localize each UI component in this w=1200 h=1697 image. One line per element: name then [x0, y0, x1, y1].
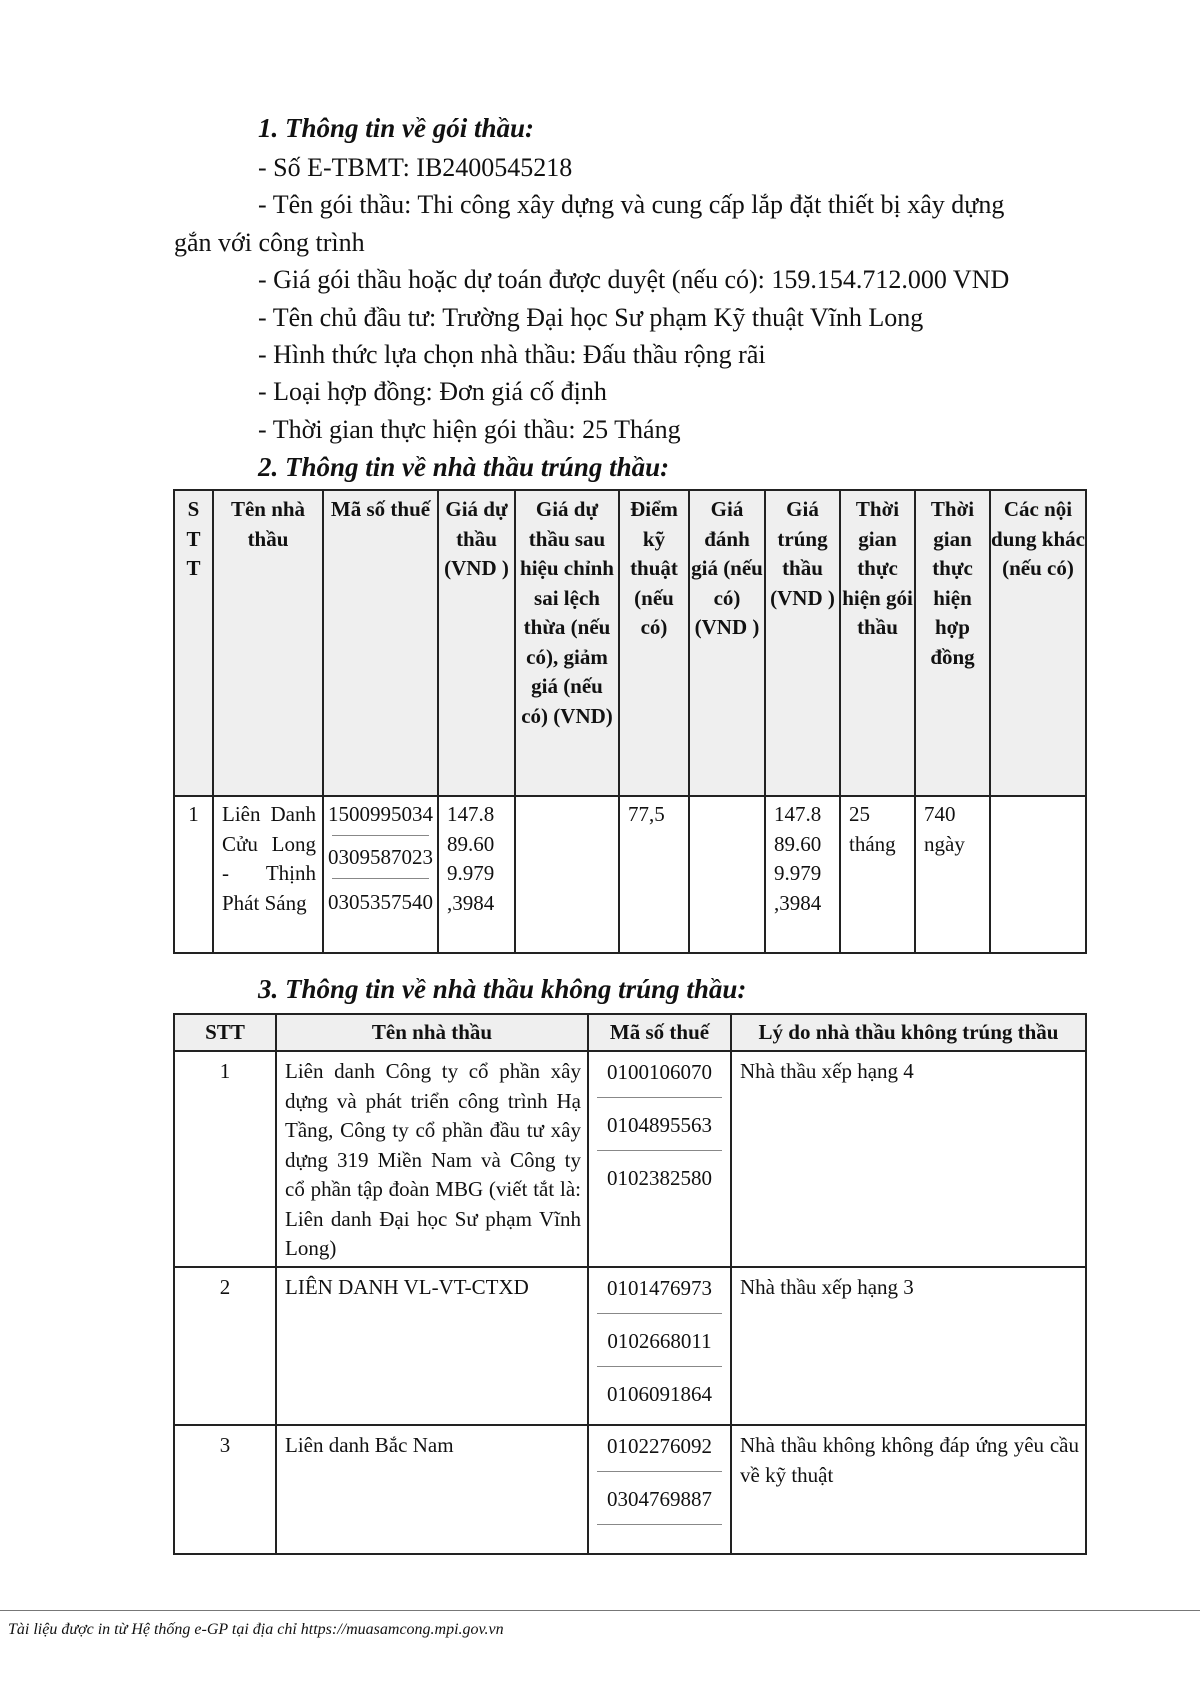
package-price: - Giá gói thầu hoặc dự toán được duyệt (nếu có): 159.154.712.000 VND: [258, 265, 1010, 294]
header-tax-code: Mã số thuế: [588, 1014, 731, 1051]
tax-code: 0100106070: [607, 1060, 712, 1084]
divider: [597, 1097, 722, 1098]
header-win-price: Giá trúng thầu (VND ): [765, 490, 840, 796]
row-other: [990, 796, 1086, 953]
header-adjusted-price: Giá dự thầu sau hiệu chỉnh sai lệch thừa (nếu có), giảm giá (nếu có) (VND): [515, 490, 619, 796]
row-contractor-name: Liên Danh Cửu Long - Thịnh Phát Sáng: [213, 796, 323, 953]
header-contractor-name: Tên nhà thầu: [276, 1014, 588, 1051]
row-reason: Nhà thầu không không đáp ứng yêu cầu về kỹ thuật: [731, 1425, 1086, 1554]
header-stt: STT: [174, 1014, 276, 1051]
row-tax-codes: [588, 1051, 731, 1267]
header-tax-code: Mã số thuế: [323, 490, 438, 796]
package-name-line1: - Tên gói thầu: Thi công xây dựng và cung cấp lắp đặt thiết bị xây dựng: [258, 190, 1005, 219]
header-contract-time: Thời gian thực hiện hợp đồng: [915, 490, 990, 796]
table-header-row: [174, 490, 1086, 796]
table-header-row: [174, 1014, 1086, 1051]
contract-type: - Loại hợp đồng: Đơn giá cố định: [258, 377, 607, 406]
row-contractor-name: LIÊN DANH VL-VT-CTXD: [276, 1267, 588, 1425]
tax-code: 0309587023: [328, 845, 433, 869]
tax-code: 0102276092: [607, 1434, 712, 1458]
row-bid-price: 147.8 89.60 9.979 ,3984: [438, 796, 515, 953]
divider: [597, 1366, 722, 1367]
tax-code: 0106091864: [607, 1382, 712, 1406]
divider: [597, 1524, 722, 1525]
divider: [597, 1313, 722, 1314]
row-stt: 1: [174, 796, 213, 953]
table-row: [174, 796, 1086, 953]
divider: [332, 835, 429, 836]
row-stt: 3: [174, 1425, 276, 1554]
table-row: [174, 1267, 1086, 1425]
row-eval-price: [689, 796, 765, 953]
tax-code: 0305357540: [328, 890, 433, 914]
header-tech-score: Điểm kỹ thuật (nếu có): [619, 490, 689, 796]
tax-code: 0304769887: [607, 1487, 712, 1511]
header-eval-price: Giá đánh giá (nếu có) (VND ): [689, 490, 765, 796]
row-stt: 1: [174, 1051, 276, 1267]
winning-contractor-table: [173, 489, 1087, 954]
package-name-line2: gắn với công trình: [174, 228, 365, 257]
row-reason: Nhà thầu xếp hạng 4: [731, 1051, 1086, 1267]
row-stt: 2: [174, 1267, 276, 1425]
tax-code: 0104895563: [607, 1113, 712, 1137]
header-reason: Lý do nhà thầu không trúng thầu: [731, 1014, 1086, 1051]
row-contract-time: 740 ngày: [915, 796, 990, 953]
package-duration: - Thời gian thực hiện gói thầu: 25 Tháng: [258, 415, 681, 444]
header-package-time: Thời gian thực hiện gói thầu: [840, 490, 915, 796]
table-row: [174, 1425, 1086, 1554]
section-2-title: 2. Thông tin về nhà thầu trúng thầu:: [258, 452, 670, 482]
header-contractor-name: Tên nhà thầu: [213, 490, 323, 796]
tax-code: 0102668011: [607, 1329, 712, 1353]
row-reason: Nhà thầu xếp hạng 3: [731, 1267, 1086, 1425]
divider: [597, 1150, 722, 1151]
row-tax-codes: [588, 1267, 731, 1425]
row-win-price: 147.8 89.60 9.979 ,3984: [765, 796, 840, 953]
row-tax-codes: [323, 796, 438, 953]
row-contractor-name: Liên danh Bắc Nam: [276, 1425, 588, 1554]
selection-method: - Hình thức lựa chọn nhà thầu: Đấu thầu rộng rãi: [258, 340, 766, 369]
section-1-title: 1. Thông tin về gói thầu:: [258, 113, 535, 143]
header-bid-price: Giá dự thầu (VND ): [438, 490, 515, 796]
footer-divider: [0, 1610, 1200, 1611]
footer-note: Tài liệu được in từ Hệ thống e-GP tại địa chỉ https://muasamcong.mpi.gov.vn: [8, 1621, 504, 1638]
row-tech-score: 77,5: [619, 796, 689, 953]
header-other: Các nội dung khác (nếu có): [990, 490, 1086, 796]
divider: [597, 1471, 722, 1472]
tax-code: 0101476973: [607, 1276, 712, 1300]
etbmt-number: - Số E-TBMT: IB2400545218: [258, 153, 573, 182]
tax-code: 0102382580: [607, 1166, 712, 1190]
table-row: [174, 1051, 1086, 1267]
section-3-title: 3. Thông tin về nhà thầu không trúng thầu:: [258, 974, 747, 1004]
row-tax-codes: [588, 1425, 731, 1554]
row-package-time: 25 tháng: [840, 796, 915, 953]
tax-code: 1500995034: [328, 802, 433, 826]
row-adjusted-price: [515, 796, 619, 953]
header-stt: S T T: [174, 490, 213, 796]
losing-contractors-table: [173, 1013, 1087, 1555]
row-contractor-name: Liên danh Công ty cổ phần xây dựng và phát triển công trình Hạ Tầng, Công ty cổ phần đầu tư xây dựng 319 Miền Nam và Công ty cổ phần tập đoàn MBG (viết tắt là: Liên danh Đại học Sư phạm Vĩnh Long): [276, 1051, 588, 1267]
divider: [332, 878, 429, 879]
investor-name: - Tên chủ đầu tư: Trường Đại học Sư phạm Kỹ thuật Vĩnh Long: [258, 303, 924, 332]
